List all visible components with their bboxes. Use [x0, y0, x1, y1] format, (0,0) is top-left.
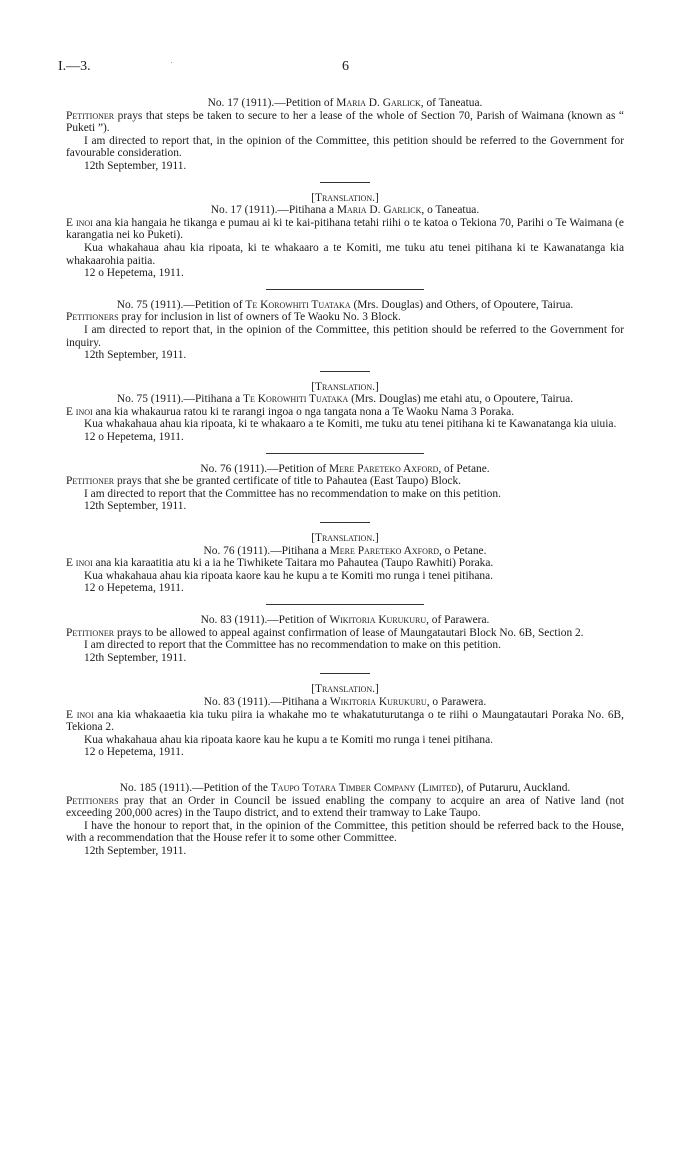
translation-title: No. 76 (1911).—Pitihana a Mere Pareteko Axford, o Petane. — [203, 544, 487, 557]
short-separator — [320, 522, 370, 523]
committee-report: I have the honour to report that, in the opinion of the Committee, this petition should be referred back to the House, with a recommendation that the House refer it to some other Committee. — [66, 819, 624, 845]
report-date: 12th September, 1911. — [84, 844, 187, 857]
translation-date: 12 o Hepetema, 1911. — [84, 746, 184, 759]
report-date: 12th September, 1911. — [84, 651, 187, 664]
page-number: 6 — [342, 59, 349, 74]
report-date: 12th September, 1911. — [84, 159, 187, 172]
translation-prayer: E inoi ana kia whakaaetia kia tuku piira ia whakahe mo te whakatuturutanga o te riihi o Maungatautari Poraka No. 6B, Tekiona 2. — [66, 708, 624, 734]
petition-prayer: Petitioner prays that steps be taken to secure to her a lease of the whole of Section 70, Parish of Waimana (known as “ Puketi ”). — [66, 109, 624, 135]
petition-prayer: Petitioner prays to be allowed to appeal against confirmation of lease of Maungatautari Block No. 6B, Section 2. — [66, 626, 584, 639]
translation-heading: [Translation.] — [311, 532, 379, 545]
translation-report: Kua whakahaua ahau kia ripoata kaore kau he kupu a te Komiti mo runga i tenei pitihana. — [84, 569, 493, 582]
petition-185 — [66, 782, 624, 858]
translation-date: 12 o Hepetema, 1911. — [84, 431, 184, 444]
translation-prayer: E inoi ana kia whakaurua ratou ki te rarangi ingoa o nga tangata nona a Te Waoku Nama 3 Poraka. — [66, 405, 515, 418]
section-separator — [266, 453, 424, 454]
translation-heading: [Translation.] — [311, 683, 379, 696]
translation-report: Kua whakahaua ahau kia ripoata kaore kau he kupu a te Komiti mo runga i tenei pitihana. — [84, 733, 493, 746]
committee-report: I am directed to report that the Committee has no recommendation to make on this petition. — [84, 639, 501, 652]
translation-title: No. 83 (1911).—Pitihana a Wikitoria Kurukuru, o Parawera. — [203, 695, 487, 708]
petition-83 — [66, 614, 624, 759]
translation-date: 12 o Hepetema, 1911. — [84, 582, 184, 595]
petition-prayer: Petitioners pray for inclusion in list of owners of Te Waoku No. 3 Block. — [66, 311, 401, 324]
petition-prayer: Petitioners pray that an Order in Council be issued enabling the company to acquire an area of Native land (not exceeding 200,000 acres) in the Taupo district, and to extend their tramway to Lake Taupo. — [66, 794, 624, 820]
short-separator — [320, 371, 370, 372]
committee-report: I am directed to report that the Committee has no recommendation to make on this petition. — [84, 487, 501, 500]
petition-prayer: Petitioner prays that she be granted certificate of title to Pahautea (East Taupo) Block. — [66, 475, 462, 488]
committee-report: I am directed to report that, in the opinion of the Committee, this petition should be referred to the Government for inquiry. — [66, 323, 624, 349]
document-body — [66, 97, 624, 858]
section-separator — [266, 772, 424, 773]
section-separator — [266, 289, 424, 290]
translation-prayer: E inoi ana kia hangaia he tikanga e pumau ai ki te kai-pitihana tetahi riihi o te katoa o Tekiona 70, Parihi o Te Waimana (e karangatia nei ko Puketi). — [66, 216, 624, 242]
document-reference: I.—3. — [58, 59, 91, 74]
translation-prayer: E inoi ana kia karaatitia atu ki a ia he Tiwhikete Taitara mo Pahautea (Taupo Rawhiti) Poraka. — [66, 557, 494, 570]
translation-heading: [Translation.] — [311, 191, 379, 204]
report-date: 12th September, 1911. — [84, 349, 187, 362]
translation-report: Kua whakahaua ahau kia ripoata, ki te whakaaro a te Komiti, me tuku atu tenei pitihana ki te Kawanatanga kia uiuia. — [84, 418, 617, 431]
report-date: 12th September, 1911. — [84, 500, 187, 513]
short-separator — [320, 182, 370, 183]
petition-76 — [66, 463, 624, 595]
translation-title: No. 75 (1911).—Pitihana a Te Korowhiti Tuataka (Mrs. Douglas) me etahi atu, o Opoutere, Tairua. — [116, 393, 574, 406]
petition-17 — [66, 97, 624, 280]
page-header — [58, 61, 638, 81]
translation-report: Kua whakahaua ahau kia ripoata, ki te whakaaro a te Komiti, me tuku atu tenei pitihana ki te Kawanatanga kia whakaarohia paitia. — [66, 241, 624, 267]
section-separator — [266, 604, 424, 605]
petition-75 — [66, 299, 624, 444]
petition-title: No. 75 (1911).—Petition of Te Korowhiti Tuataka (Mrs. Douglas) and Others, of Opoutere, Tairua. — [116, 298, 574, 311]
translation-title: No. 17 (1911).—Pitihana a Maria D. Garlick, o Taneatua. — [210, 204, 480, 217]
scan-speck — [171, 62, 172, 63]
petition-title: No. 17 (1911).—Petition of Maria D. Garlick, of Taneatua. — [207, 97, 483, 109]
translation-heading: [Translation.] — [311, 380, 379, 393]
petition-title: No. 83 (1911).—Petition of Wikitoria Kurukuru, of Parawera. — [200, 614, 490, 626]
short-separator — [320, 673, 370, 674]
committee-report: I am directed to report that, in the opinion of the Committee, this petition should be referred to the Government for favourable consideration. — [66, 134, 624, 160]
petition-title: No. 185 (1911).—Petition of the Taupo Totara Timber Company (Limited), of Putaruru, Auckland. — [119, 781, 571, 794]
translation-date: 12 o Hepetema, 1911. — [84, 267, 184, 280]
petition-title: No. 76 (1911).—Petition of Mere Pareteko Axford, of Petane. — [200, 462, 490, 475]
